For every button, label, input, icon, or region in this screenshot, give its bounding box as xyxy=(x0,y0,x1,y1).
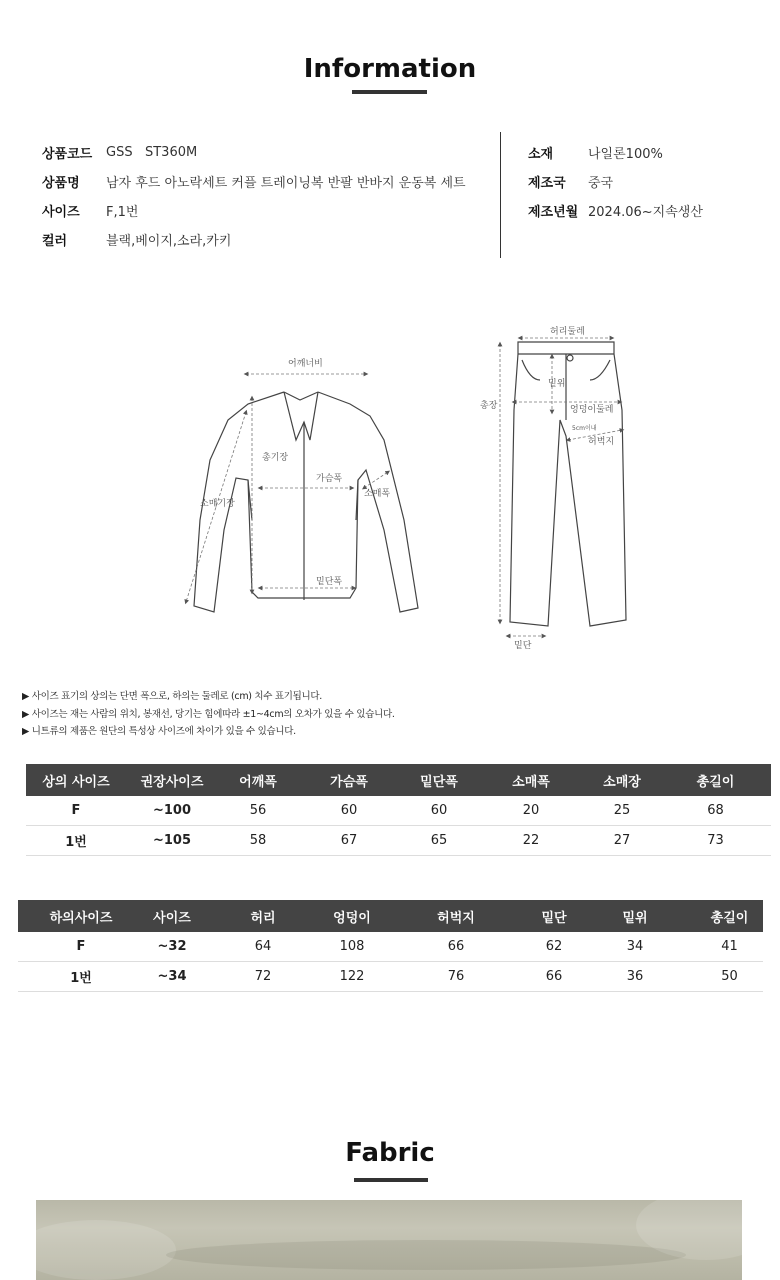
info-value: F,1번 xyxy=(106,205,139,220)
label-sleeve-width: 소매폭 xyxy=(364,489,391,499)
table-cell: 34 xyxy=(574,932,696,962)
table-cell: 22 xyxy=(478,826,584,856)
info-value: GSS ST360M xyxy=(106,145,198,160)
table-cell: 73 xyxy=(660,826,771,856)
column-header: 허리 xyxy=(200,900,326,932)
info-value: 블랙,베이지,소라,카키 xyxy=(106,234,232,249)
column-header: 밑위 xyxy=(574,900,696,932)
table-row xyxy=(18,932,763,962)
table-cell: 122 xyxy=(326,962,378,992)
column-header: 소매장 xyxy=(584,764,660,796)
info-row-country xyxy=(528,167,703,196)
label-chest: 가슴폭 xyxy=(316,474,343,484)
label-thigh: 허벅지 xyxy=(588,437,615,447)
column-header: 밑단 xyxy=(534,900,574,932)
table-row xyxy=(26,796,771,826)
table-cell: 72 xyxy=(200,962,326,992)
table-cell: 1번 xyxy=(18,962,144,992)
table-cell: 50 xyxy=(696,962,763,992)
table-cell: F xyxy=(26,796,126,826)
column-header: 소매폭 xyxy=(478,764,584,796)
info-key: 상품명 xyxy=(42,176,80,191)
info-row-material xyxy=(528,138,703,167)
info-row-size xyxy=(42,196,466,225)
table-row xyxy=(18,962,763,992)
table-cell: 41 xyxy=(696,932,763,962)
column-header: 가슴폭 xyxy=(298,764,400,796)
table-cell: 56 xyxy=(218,796,298,826)
table-cell: ~32 xyxy=(144,932,200,962)
table-cell: 108 xyxy=(326,932,378,962)
info-row-date xyxy=(528,196,703,225)
info-row-name xyxy=(42,167,466,196)
table-cell: 64 xyxy=(200,932,326,962)
table-row xyxy=(26,826,771,856)
label-hip: 엉덩이둘레 xyxy=(570,405,614,415)
info-value: 중국 xyxy=(588,176,614,191)
table-cell: 67 xyxy=(298,826,400,856)
info-key: 소재 xyxy=(528,147,554,162)
table-cell: 1번 xyxy=(26,826,126,856)
table-cell: 20 xyxy=(478,796,584,826)
pants-drawing xyxy=(510,342,626,626)
label-rise: 밑위 xyxy=(548,379,566,389)
table-header-row xyxy=(26,764,771,796)
product-info-left xyxy=(42,138,466,254)
info-divider xyxy=(500,132,501,258)
table-cell: 65 xyxy=(400,826,478,856)
table-header-row xyxy=(18,900,763,932)
fabric-photo xyxy=(36,1200,742,1280)
bottom-size-table xyxy=(18,900,763,992)
information-title-underline xyxy=(352,90,427,94)
column-header: 밑단폭 xyxy=(400,764,478,796)
table-cell: 66 xyxy=(378,932,534,962)
table-cell: 36 xyxy=(574,962,696,992)
column-header: 총길이 xyxy=(696,900,763,932)
info-key: 사이즈 xyxy=(42,205,80,220)
table-cell: 25 xyxy=(584,796,660,826)
table-cell: 27 xyxy=(584,826,660,856)
info-value: 남자 후드 아노락세트 커플 트레이닝복 반팔 반바지 운동복 세트 xyxy=(106,176,466,191)
label-hem: 밑단폭 xyxy=(316,577,343,587)
table-cell: 68 xyxy=(660,796,771,826)
table-cell: 66 xyxy=(534,962,574,992)
label-hip-note: 5cm이내 xyxy=(572,425,597,432)
column-header: 사이즈 xyxy=(144,900,200,932)
fabric-seam xyxy=(166,1240,686,1270)
column-header: 상의 사이즈 xyxy=(26,764,126,796)
label-waist: 허리둘레 xyxy=(550,327,585,337)
product-info-right xyxy=(528,138,703,225)
table-cell: 60 xyxy=(400,796,478,826)
column-header: 어깨폭 xyxy=(218,764,298,796)
label-pants-total: 총장 xyxy=(480,401,498,411)
info-key: 상품코드 xyxy=(42,147,93,162)
table-cell: 76 xyxy=(378,962,534,992)
table-cell: F xyxy=(18,932,144,962)
fabric-title-underline xyxy=(354,1178,428,1182)
info-key: 컬러 xyxy=(42,234,68,249)
size-measurement-diagram xyxy=(0,320,780,660)
top-size-table xyxy=(26,764,771,856)
table-cell: ~34 xyxy=(144,962,200,992)
info-value: 2024.06~지속생산 xyxy=(588,205,703,220)
column-header: 엉덩이 xyxy=(326,900,378,932)
info-key: 제조년월 xyxy=(528,205,579,220)
information-title: Information xyxy=(303,54,477,84)
info-row-color xyxy=(42,225,466,254)
label-shoulder: 어깨너비 xyxy=(288,359,323,369)
label-pants-hem: 밑단 xyxy=(514,641,532,651)
fabric-fold xyxy=(36,1220,176,1280)
column-header: 허벅지 xyxy=(378,900,534,932)
table-cell: 60 xyxy=(298,796,400,826)
fabric-title: Fabric xyxy=(345,1138,435,1168)
label-total-length: 총기장 xyxy=(262,453,289,463)
note-line: ▶ 사이즈 표기의 상의는 단면 폭으로, 하의는 둘레로 (cm) 치수 표기됩니다. xyxy=(22,691,323,702)
info-value: 나일론100% xyxy=(588,147,663,162)
label-sleeve-length: 소매기장 xyxy=(200,499,235,509)
note-line: ▶ 사이즈는 재는 사람의 위치, 봉재선, 당기는 힘에따라 ±1~4cm의 오차가 있을 수 있습니다. xyxy=(22,708,395,720)
table-cell: ~105 xyxy=(126,826,218,856)
table-cell: 58 xyxy=(218,826,298,856)
garment-diagram-svg xyxy=(0,320,780,660)
note-line: ▶ 니트류의 제품은 원단의 특성상 사이즈에 차이가 있을 수 있습니다. xyxy=(22,726,296,737)
table-cell: ~100 xyxy=(126,796,218,826)
column-header: 총길이 xyxy=(660,764,771,796)
column-header: 권장사이즈 xyxy=(126,764,218,796)
info-key: 제조국 xyxy=(528,176,566,191)
table-cell: 62 xyxy=(534,932,574,962)
info-row-code xyxy=(42,138,466,167)
column-header: 하의사이즈 xyxy=(18,900,144,932)
size-notes xyxy=(22,688,395,741)
